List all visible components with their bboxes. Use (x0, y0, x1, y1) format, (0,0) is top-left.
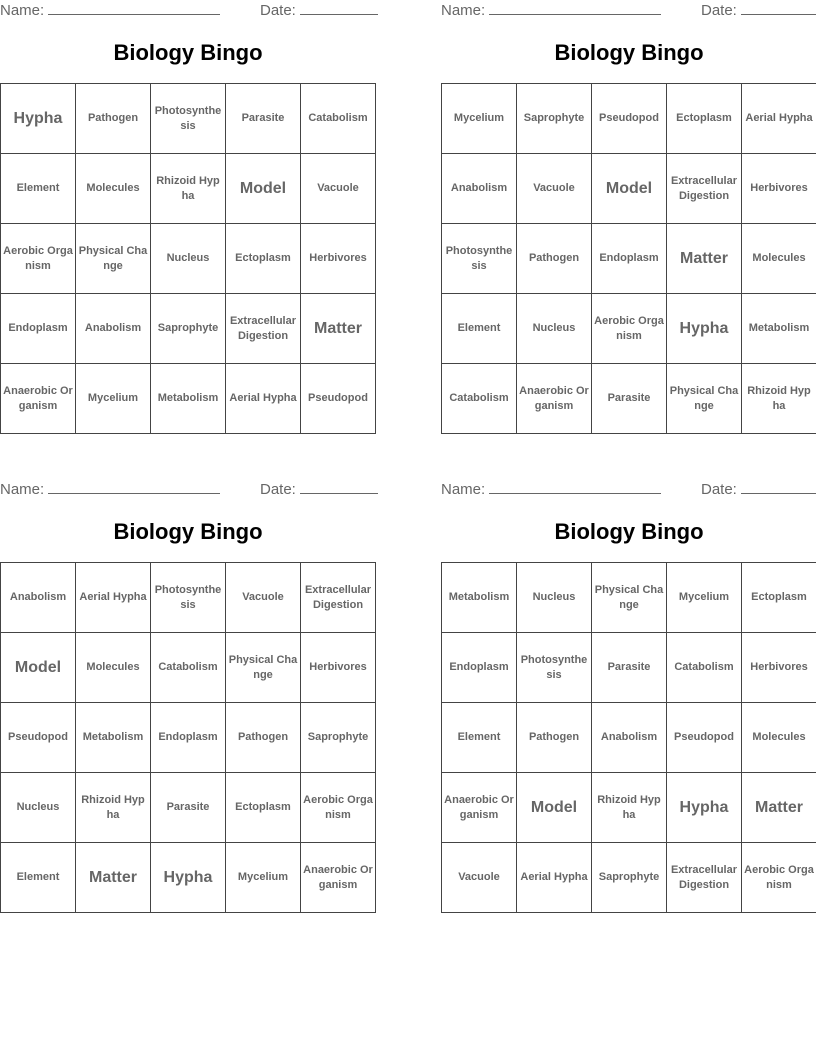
bingo-cell[interactable]: Catabolism (442, 364, 517, 434)
date-blank-line[interactable] (741, 481, 816, 494)
date-field[interactable] (701, 2, 816, 19)
bingo-cell[interactable]: Nucleus (517, 294, 592, 364)
bingo-cell[interactable]: Pseudopod (301, 364, 376, 434)
bingo-row (1, 703, 376, 773)
bingo-cell[interactable]: Catabolism (667, 633, 742, 703)
bingo-cell[interactable]: Extracellular Digestion (667, 154, 742, 224)
name-field[interactable] (0, 2, 220, 19)
bingo-grid (441, 562, 816, 913)
bingo-cell[interactable]: Ectoplasm (742, 563, 816, 633)
date-label: Date: (701, 481, 737, 498)
bingo-cell[interactable]: Saprophyte (151, 294, 226, 364)
date-blank-line[interactable] (300, 481, 378, 494)
bingo-row (442, 843, 816, 913)
bingo-cell[interactable]: Aerobic Organism (301, 773, 376, 843)
bingo-cell[interactable]: Metabolism (151, 364, 226, 434)
bingo-cell[interactable]: Saprophyte (517, 84, 592, 154)
bingo-row (1, 154, 376, 224)
bingo-cell[interactable]: Metabolism (76, 703, 151, 773)
bingo-row (1, 843, 376, 913)
bingo-cell[interactable]: Pseudopod (1, 703, 76, 773)
bingo-cell[interactable]: Aerial Hypha (742, 84, 816, 154)
bingo-cell[interactable]: Anaerobic Organism (301, 843, 376, 913)
card-header (441, 481, 816, 499)
bingo-cell[interactable]: Hypha (1, 84, 76, 154)
bingo-row (1, 773, 376, 843)
bingo-cell[interactable]: Molecules (742, 224, 816, 294)
bingo-cell[interactable]: Herbivores (301, 224, 376, 294)
bingo-cell[interactable]: Pseudopod (667, 703, 742, 773)
bingo-cell[interactable]: Element (1, 154, 76, 224)
bingo-cell[interactable]: Photosynthesis (442, 224, 517, 294)
name-label: Name: (0, 481, 45, 498)
card-title: Biology Bingo (554, 519, 704, 544)
bingo-row (1, 84, 376, 154)
bingo-cell[interactable]: Nucleus (517, 563, 592, 633)
bingo-row (1, 224, 376, 294)
bingo-cell[interactable]: Anabolism (442, 154, 517, 224)
bingo-grid (0, 562, 376, 913)
bingo-cell[interactable]: Aerobic Organism (1, 224, 76, 294)
bingo-cell[interactable]: Element (1, 843, 76, 913)
bingo-cell[interactable]: Physical Change (226, 633, 301, 703)
bingo-cell[interactable]: Metabolism (742, 294, 816, 364)
bingo-cell[interactable]: Parasite (592, 364, 667, 434)
bingo-cell[interactable]: Parasite (151, 773, 226, 843)
bingo-cell[interactable]: Matter (301, 294, 376, 364)
bingo-row (1, 364, 376, 434)
card-title: Biology Bingo (113, 519, 263, 544)
date-label: Date: (701, 2, 737, 19)
bingo-cell[interactable]: Ectoplasm (226, 773, 301, 843)
bingo-cell[interactable]: Endoplasm (442, 633, 517, 703)
bingo-cell[interactable]: Physical Change (76, 224, 151, 294)
bingo-cell[interactable]: Herbivores (742, 154, 816, 224)
card-header (0, 2, 376, 20)
bingo-cell[interactable]: Extracellular Digestion (667, 843, 742, 913)
bingo-cell[interactable]: Molecules (76, 154, 151, 224)
bingo-cell[interactable]: Catabolism (151, 633, 226, 703)
bingo-row (442, 294, 816, 364)
bingo-cell[interactable]: Molecules (742, 703, 816, 773)
bingo-row (1, 633, 376, 703)
bingo-row (442, 773, 816, 843)
date-label: Date: (260, 481, 296, 498)
bingo-cell[interactable]: Pseudopod (592, 84, 667, 154)
bingo-cell[interactable]: Nucleus (151, 224, 226, 294)
bingo-cell[interactable]: Extracellular Digestion (301, 563, 376, 633)
bingo-cell[interactable]: Metabolism (442, 563, 517, 633)
bingo-grid (441, 83, 816, 434)
bingo-cell[interactable]: Matter (667, 224, 742, 294)
name-blank-line[interactable] (48, 2, 220, 15)
date-blank-line[interactable] (300, 2, 378, 15)
bingo-cell[interactable]: Rhizoid Hypha (76, 773, 151, 843)
date-label: Date: (260, 2, 296, 19)
bingo-cell[interactable]: Endoplasm (151, 703, 226, 773)
bingo-cell[interactable]: Physical Change (592, 563, 667, 633)
bingo-cell[interactable]: Matter (742, 773, 816, 843)
bingo-cell[interactable]: Anabolism (592, 703, 667, 773)
bingo-cell[interactable]: Molecules (76, 633, 151, 703)
bingo-row (442, 84, 816, 154)
bingo-cell[interactable]: Model (517, 773, 592, 843)
card-header (441, 2, 816, 20)
card-title: Biology Bingo (554, 40, 704, 65)
bingo-cell[interactable]: Photosynthesis (151, 563, 226, 633)
bingo-cell[interactable]: Ectoplasm (667, 84, 742, 154)
date-field[interactable] (260, 481, 378, 498)
bingo-cell[interactable]: Parasite (226, 84, 301, 154)
bingo-cell[interactable]: Matter (76, 843, 151, 913)
card-header (0, 481, 376, 499)
bingo-row (442, 633, 816, 703)
bingo-cell[interactable]: Aerial Hypha (76, 563, 151, 633)
bingo-cell[interactable]: Hypha (667, 773, 742, 843)
name-field[interactable] (441, 481, 661, 498)
bingo-cell[interactable]: Mycelium (226, 843, 301, 913)
bingo-cell[interactable]: Aerial Hypha (517, 843, 592, 913)
bingo-cell[interactable]: Pathogen (76, 84, 151, 154)
bingo-cell[interactable]: Vacuole (442, 843, 517, 913)
bingo-row (442, 703, 816, 773)
bingo-cell[interactable]: Vacuole (301, 154, 376, 224)
bingo-cell[interactable]: Rhizoid Hypha (742, 364, 816, 434)
bingo-cell[interactable]: Mycelium (667, 563, 742, 633)
bingo-cell[interactable]: Anabolism (1, 563, 76, 633)
name-label: Name: (441, 2, 486, 19)
bingo-cell[interactable]: Anaerobic Organism (517, 364, 592, 434)
bingo-cell[interactable]: Photosynthesis (151, 84, 226, 154)
bingo-cell[interactable]: Model (592, 154, 667, 224)
bingo-cell[interactable]: Endoplasm (592, 224, 667, 294)
bingo-cell[interactable]: Hypha (151, 843, 226, 913)
bingo-cell[interactable]: Photosynthesis (517, 633, 592, 703)
bingo-cell[interactable]: Herbivores (301, 633, 376, 703)
bingo-cell[interactable]: Element (442, 294, 517, 364)
bingo-cell[interactable]: Pathogen (226, 703, 301, 773)
bingo-cell[interactable]: Aerobic Organism (592, 294, 667, 364)
bingo-cell[interactable]: Element (442, 703, 517, 773)
bingo-cell[interactable]: Mycelium (442, 84, 517, 154)
bingo-cell[interactable]: Rhizoid Hypha (151, 154, 226, 224)
bingo-cell[interactable]: Anaerobic Organism (1, 364, 76, 434)
bingo-cell[interactable]: Hypha (667, 294, 742, 364)
name-field[interactable] (0, 481, 220, 498)
bingo-cell[interactable]: Extracellular Digestion (226, 294, 301, 364)
bingo-row (1, 563, 376, 633)
bingo-cell[interactable]: Mycelium (76, 364, 151, 434)
name-field[interactable] (441, 2, 661, 19)
card-title: Biology Bingo (113, 40, 263, 65)
bingo-cell[interactable]: Rhizoid Hypha (592, 773, 667, 843)
bingo-cell[interactable]: Vacuole (226, 563, 301, 633)
bingo-cell[interactable]: Model (1, 633, 76, 703)
name-blank-line[interactable] (489, 2, 661, 15)
bingo-cell[interactable]: Ectoplasm (226, 224, 301, 294)
bingo-cell[interactable]: Anabolism (76, 294, 151, 364)
name-blank-line[interactable] (48, 481, 220, 494)
bingo-cell[interactable]: Catabolism (301, 84, 376, 154)
bingo-cell[interactable]: Saprophyte (592, 843, 667, 913)
bingo-cell[interactable]: Model (226, 154, 301, 224)
bingo-cell[interactable]: Pathogen (517, 224, 592, 294)
bingo-row (442, 224, 816, 294)
bingo-cell[interactable]: Nucleus (1, 773, 76, 843)
name-blank-line[interactable] (489, 481, 661, 494)
bingo-row (442, 364, 816, 434)
bingo-grid (0, 83, 376, 434)
bingo-cell[interactable]: Physical Change (667, 364, 742, 434)
bingo-cell[interactable]: Herbivores (742, 633, 816, 703)
bingo-cell[interactable]: Endoplasm (1, 294, 76, 364)
bingo-cell[interactable]: Saprophyte (301, 703, 376, 773)
bingo-cell[interactable]: Vacuole (517, 154, 592, 224)
bingo-row (1, 294, 376, 364)
name-label: Name: (441, 481, 486, 498)
bingo-cell[interactable]: Aerial Hypha (226, 364, 301, 434)
bingo-row (442, 154, 816, 224)
bingo-cell[interactable]: Anaerobic Organism (442, 773, 517, 843)
date-field[interactable] (701, 481, 816, 498)
name-label: Name: (0, 2, 45, 19)
bingo-row (442, 563, 816, 633)
date-field[interactable] (260, 2, 378, 19)
bingo-cell[interactable]: Aerobic Organism (742, 843, 816, 913)
date-blank-line[interactable] (741, 2, 816, 15)
bingo-cell[interactable]: Pathogen (517, 703, 592, 773)
bingo-cell[interactable]: Parasite (592, 633, 667, 703)
